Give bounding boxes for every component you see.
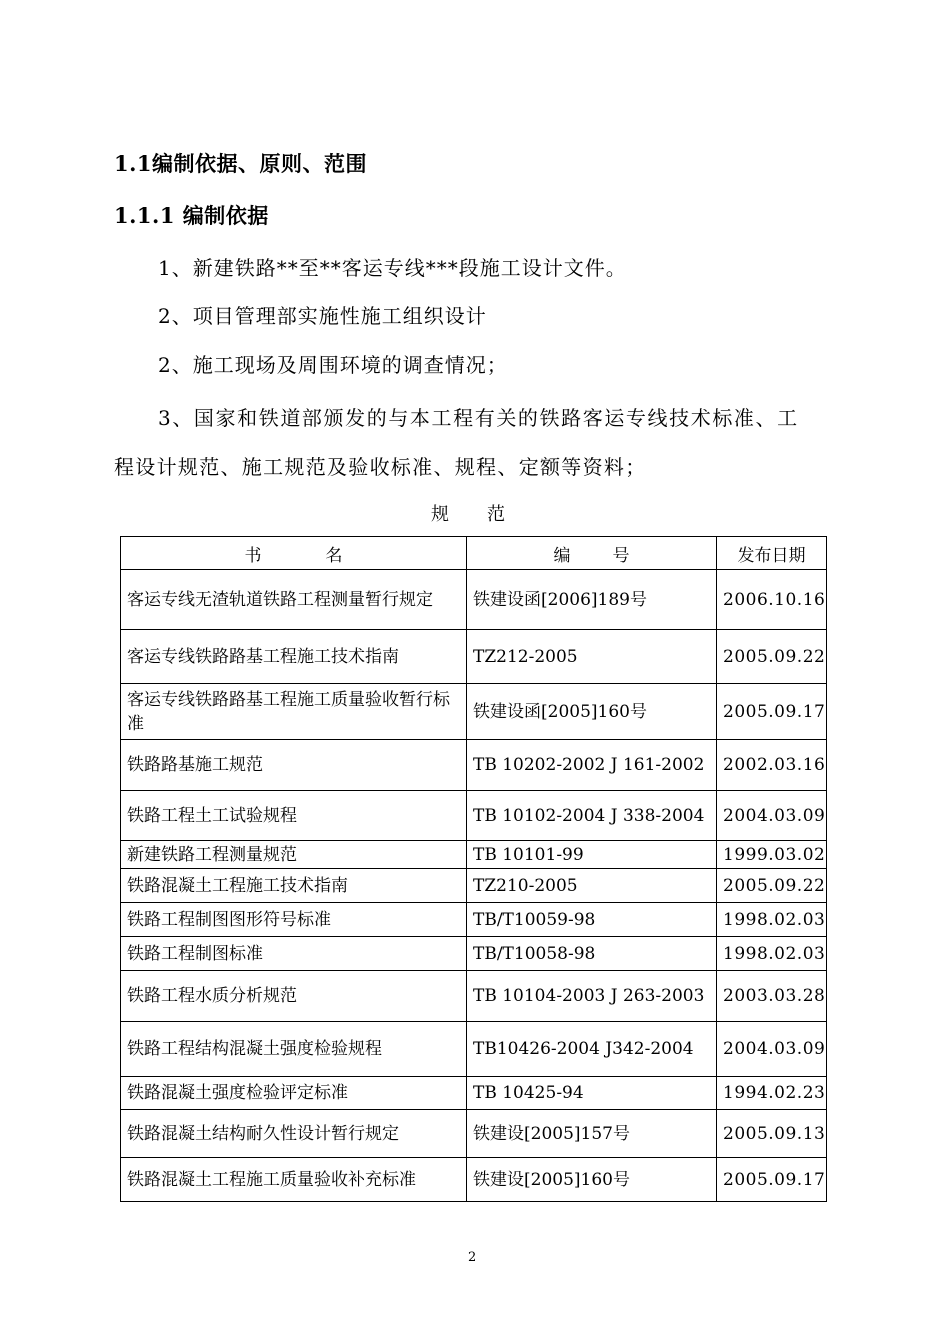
standard-code: TZ212-2005 (467, 630, 717, 684)
table-header-row (121, 537, 827, 570)
standard-code: 铁建设函[2005]160号 (467, 684, 717, 740)
release-date: 1998.02.03 (717, 937, 827, 971)
release-date: 2004.03.09 (717, 1022, 827, 1077)
release-date: 2005.09.13 (717, 1110, 827, 1158)
release-date: 2004.03.09 (717, 791, 827, 841)
standard-code: TB 10425-94 (467, 1077, 717, 1110)
book-name: 铁路工程制图标准 (121, 937, 467, 971)
book-name: 铁路混凝土强度检验评定标准 (121, 1077, 467, 1110)
book-name: 铁路工程制图图形符号标准 (121, 903, 467, 937)
table-row (121, 1022, 827, 1077)
table-row (121, 1110, 827, 1158)
table-row (121, 903, 827, 937)
release-date: 1998.02.03 (717, 903, 827, 937)
basis-item-1: 1、新建铁路**至**客运专线***段施工设计文件。 (158, 256, 627, 280)
release-date: 2005.09.17 (717, 1158, 827, 1202)
release-date: 2006.10.16 (717, 570, 827, 630)
table-row (121, 869, 827, 903)
standard-code: TB 10101-99 (467, 841, 717, 869)
basis-item-3: 2、施工现场及周围环境的调查情况； (158, 353, 508, 377)
header-code: 编号 (467, 537, 717, 570)
release-date: 2005.09.17 (717, 684, 827, 740)
header-release-date: 发布日期 (717, 537, 827, 570)
book-name: 铁路混凝土工程施工技术指南 (121, 869, 467, 903)
release-date: 2005.09.22 (717, 869, 827, 903)
release-date: 1994.02.23 (717, 1077, 827, 1110)
standard-code: TZ210-2005 (467, 869, 717, 903)
book-name: 铁路混凝土工程施工质量验收补充标准 (121, 1158, 467, 1202)
standard-code: TB10426-2004 J342-2004 (467, 1022, 717, 1077)
standard-code: TB/T10059-98 (467, 903, 717, 937)
basis-item-4-line-2: 程设计规范、施工规范及验收标准、规程、定额等资料； (114, 455, 647, 479)
table-row (121, 841, 827, 869)
basis-item-2: 2、项目管理部实施性施工组织设计 (158, 304, 487, 328)
norms-table (120, 536, 827, 1202)
release-date: 2005.09.22 (717, 630, 827, 684)
book-name: 铁路工程土工试验规程 (121, 791, 467, 841)
standard-code: TB 10202-2002 J 161-2002 (473, 755, 705, 775)
book-name: 客运专线铁路路基工程施工技术指南 (121, 630, 467, 684)
standard-code: TB/T10058-98 (467, 937, 717, 971)
subsection-heading: 1.1.1 编制依据 (114, 203, 269, 228)
table-row (121, 971, 827, 1022)
page-number: 2 (468, 1250, 477, 1265)
basis-item-4-line-1: 3、国家和铁道部颁发的与本工程有关的铁路客运专线技术标准、工 (158, 406, 799, 430)
book-name: 客运专线无渣轨道铁路工程测量暂行规定 (121, 570, 467, 630)
table-row (121, 740, 827, 791)
release-date: 1999.03.02 (717, 841, 827, 869)
book-name: 铁路混凝土结构耐久性设计暂行规定 (121, 1110, 467, 1158)
standard-code: TB 10104-2003 J 263-2003 (473, 986, 705, 1006)
standard-code: TB 10102-2004 J 338-2004 (473, 805, 705, 826)
table-row (121, 630, 827, 684)
standard-code: 铁建设函[2006]189号 (467, 570, 717, 630)
header-book-name: 书名 (121, 537, 467, 570)
table-row (121, 1158, 827, 1202)
release-date: 2002.03.16 (717, 740, 827, 791)
standard-code: 铁建设[2005]160号 (467, 1158, 717, 1202)
release-date: 2003.03.28 (717, 971, 827, 1022)
table-row (121, 684, 827, 740)
table-row (121, 1077, 827, 1110)
standard-code: 铁建设[2005]157号 (467, 1110, 717, 1158)
table-row (121, 791, 827, 841)
book-name: 新建铁路工程测量规范 (121, 841, 467, 869)
book-name: 铁路路基施工规范 (121, 740, 467, 791)
book-name: 铁路工程结构混凝土强度检验规程 (121, 1022, 467, 1077)
book-name: 铁路工程水质分析规范 (121, 971, 467, 1022)
section-heading: 1.1编制依据、原则、范围 (114, 151, 368, 176)
table-caption: 规范 (431, 504, 543, 525)
book-name: 客运专线铁路路基工程施工质量验收暂行标准 (121, 684, 467, 740)
table-row (121, 570, 827, 630)
table-row (121, 937, 827, 971)
